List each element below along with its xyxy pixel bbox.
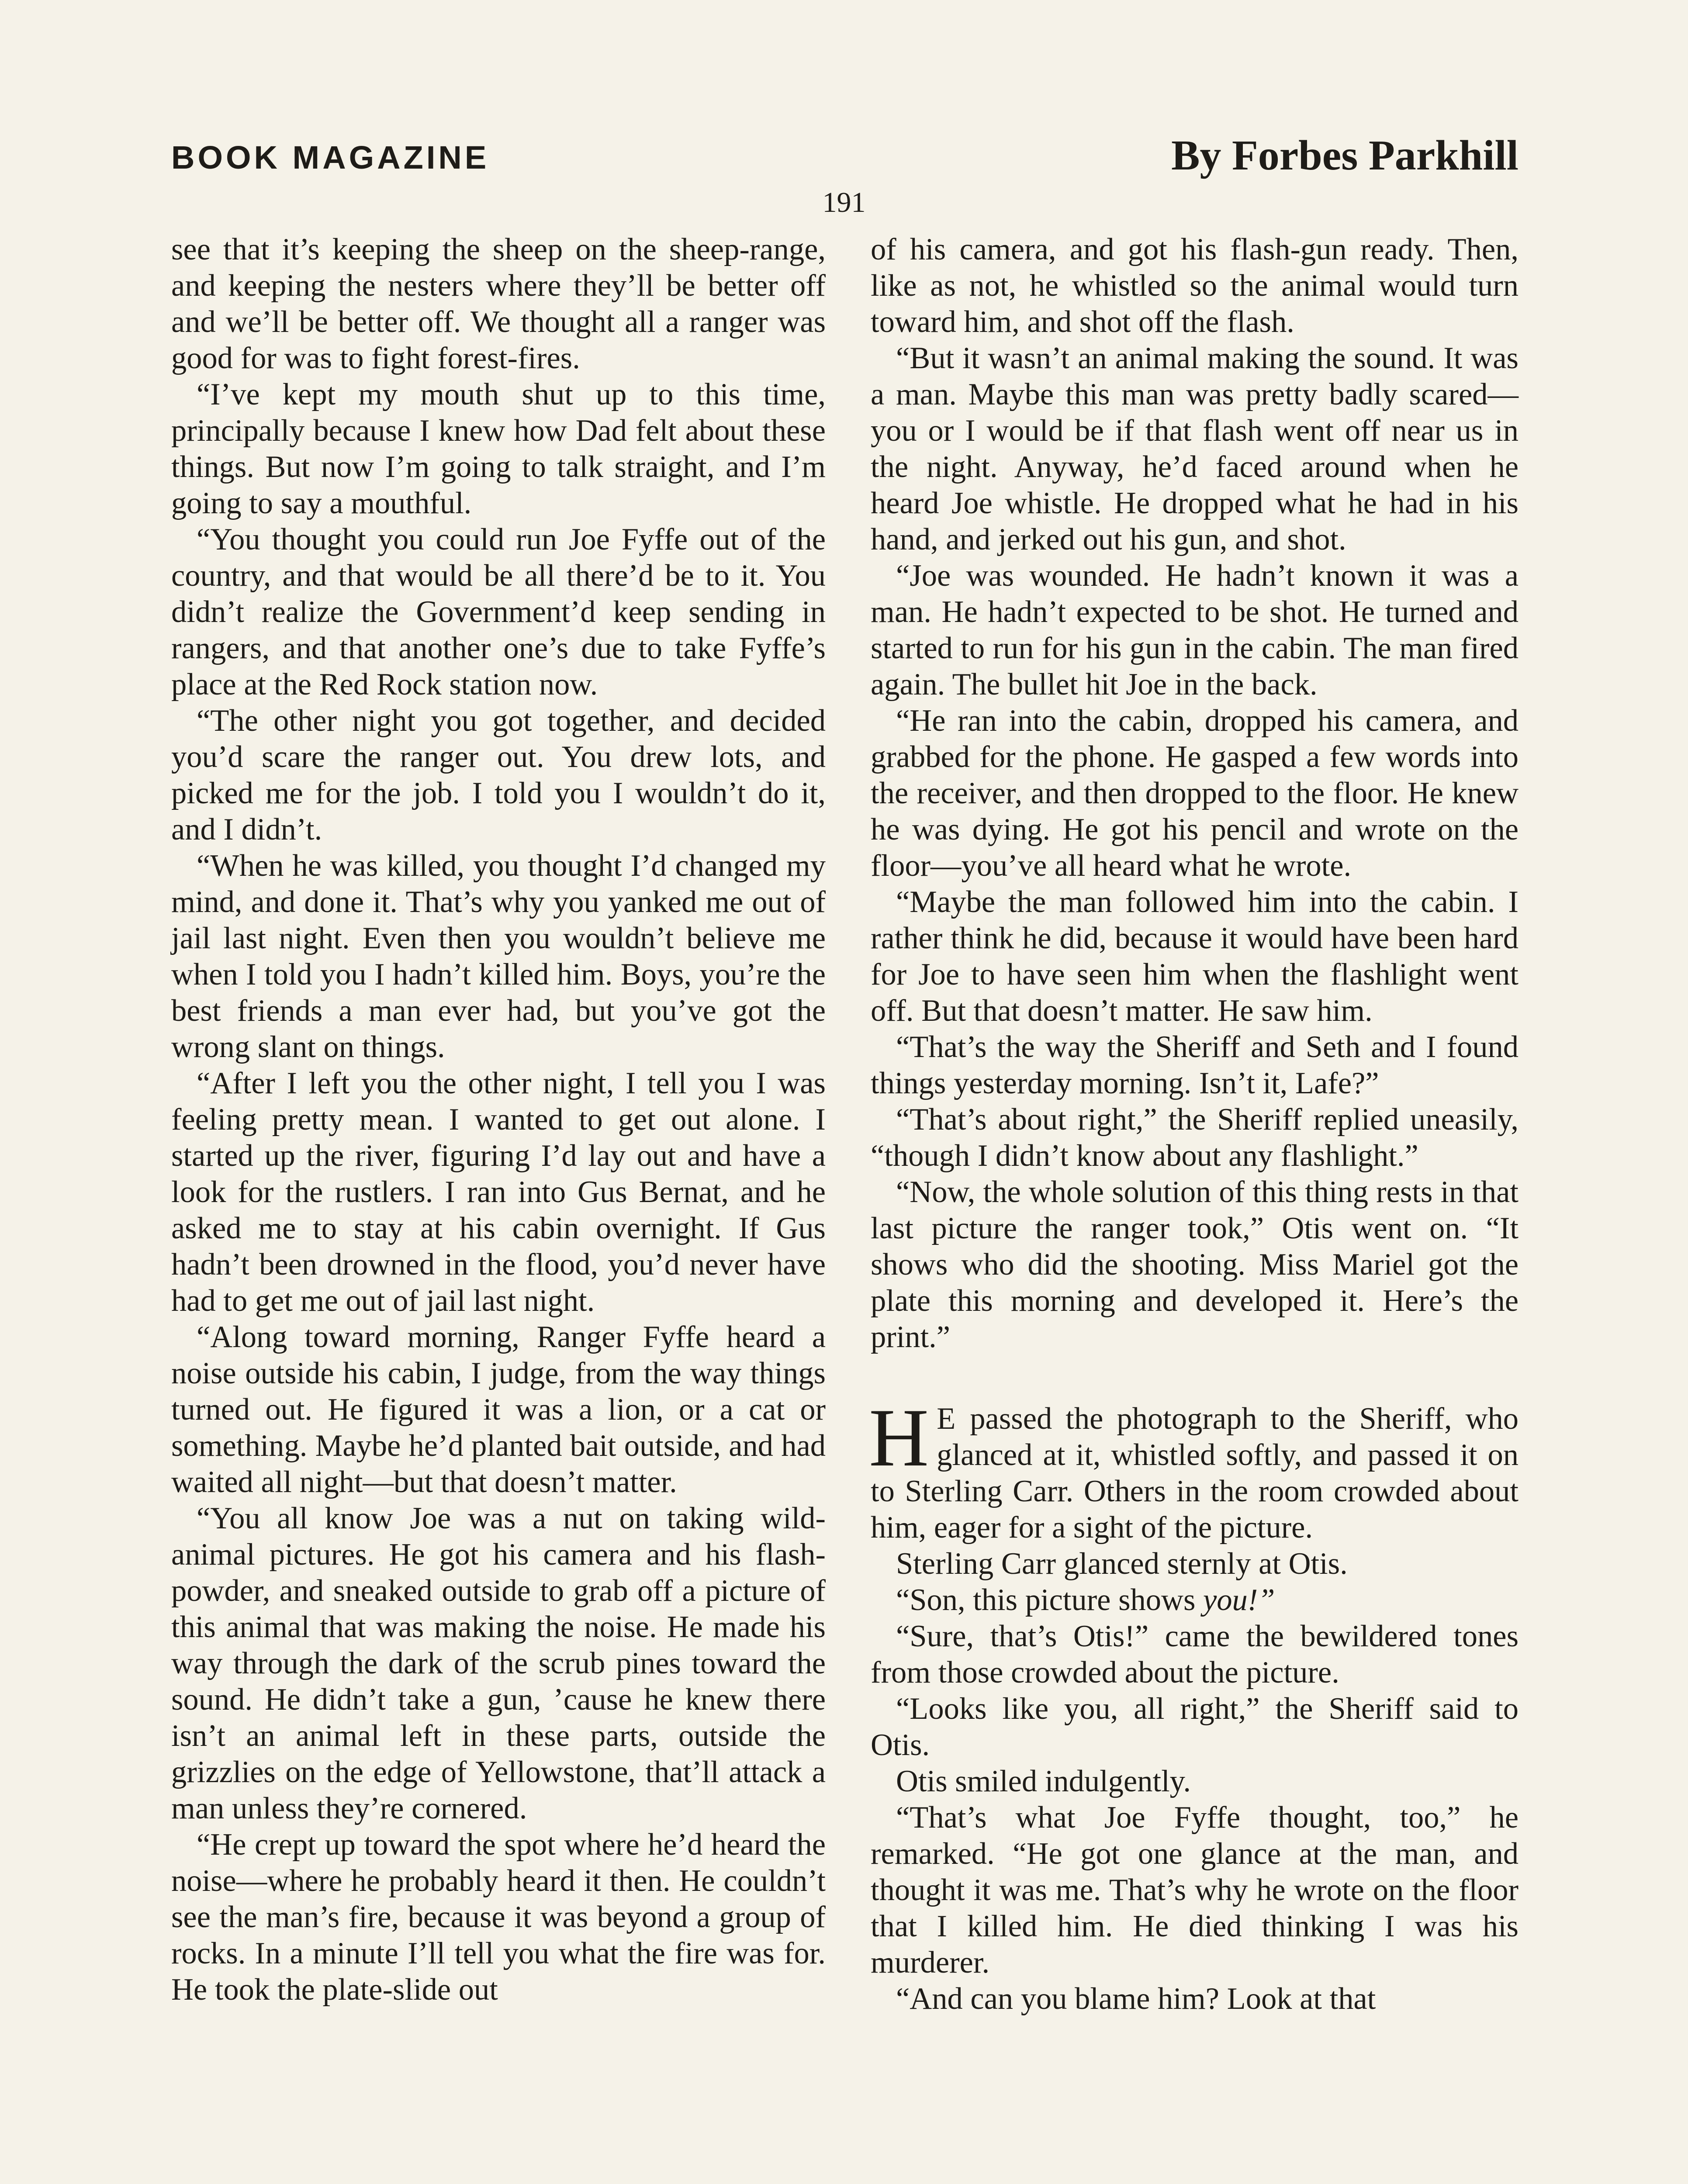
paragraph: “Sure, that’s Otis!” came the bewildered tones from those crowded about the picture. (871, 1619, 1519, 1690)
paragraph: “I’ve kept my mouth shut up to this time, principally because I knew how Dad felt about these things. But now I’m going to talk straight, and I’m going to say a mouthful. (171, 377, 826, 520)
paragraph: “You all know Joe was a nut on taking wild-animal pictures. He got his camera and his flash-powder, and sneaked outside to grab off a picture of this animal that was making the noise. He made his way through the dark of the scrub pines toward the sound. He didn’t take a gun, ’cause he knew there isn’t an animal left in these parts, outside the grizzlies on the edge of Yellowstone, that’ll attack a man unless they’re cornered. (171, 1501, 826, 1825)
paragraph: “When he was killed, you thought I’d changed my mind, and done it. That’s why you yanked me out of jail last night. Even then you wouldn’t believe me when I told you I hadn’t killed him. Boys, you’re the best friends a man ever had, but you’ve got the wrong slant on things. (171, 849, 826, 1064)
drop-cap: H (869, 1392, 929, 1484)
paragraph: “You thought you could run Joe Fyffe out of the country, and that would be all there’d be to it. You didn’t realize the Government’d keep sending in rangers, and that another one’s due to take Fyffe’s place at the Red Rock station now. (171, 522, 826, 702)
paragraph: see that it’s keeping the sheep on the sheep-range, and keeping the nesters where they’ll be better off and we’ll be better off. We thought all a ranger was good for was to fight forest-fires. (171, 232, 826, 375)
magazine-title: BOOK MAGAZINE (171, 139, 490, 176)
paragraph-text: “Son, this picture shows (896, 1583, 1204, 1617)
page-number: 191 (822, 187, 866, 218)
paragraph: “That’s about right,” the Sheriff replied uneasily, “though I didn’t know about any flashlight.” (871, 1102, 1519, 1173)
paragraph: “He ran into the cabin, dropped his camera, and grabbed for the phone. He gasped a few words into the receiver, and then dropped to the floor. He knew he was dying. He got his pencil and wrote on the floor—you’ve all heard what he wrote. (871, 704, 1519, 883)
paragraph: “Maybe the man followed him into the cabin. I rather think he did, because it would have been hard for Joe to have seen him when the flashlight went off. But that doesn’t matter. He saw him. (871, 885, 1519, 1028)
paragraph (871, 1582, 1519, 1618)
paragraph-text: passed the photograph to the Sheriff, who glanced at it, whistled softly, and passed it on to Sterling Carr. Others in the room crowded about him, eager for a sight of the picture. (871, 1402, 1519, 1545)
italic-text: you!” (1203, 1583, 1275, 1617)
paragraph: “The other night you got together, and decided you’d scare the ranger out. You drew lots, and picked me for the job. I told you I wouldn’t do it, and I didn’t. (171, 704, 826, 847)
right-column (871, 232, 1519, 2184)
paragraph: “And can you blame him? Look at that (896, 1982, 1376, 2016)
paragraph: “Now, the whole solution of this thing rests in that last picture the ranger took,” Otis went on. “It shows who did the shooting. Miss Mariel got the plate this morning and developed it. Here’s the print.” (871, 1175, 1519, 1354)
paragraph: “Joe was wounded. He hadn’t known it was a man. He hadn’t expected to be shot. He turned and started to run for his gun in the cabin. The man fired again. The bullet hit Joe in the back. (871, 559, 1519, 702)
paragraph: Otis smiled indulgently. (896, 1764, 1191, 1798)
paragraph: “That’s the way the Sheriff and Seth and I found things yesterday morning. Isn’t it, Lafe?” (871, 1030, 1519, 1100)
page-header (171, 131, 1519, 188)
paragraph: “Looks like you, all right,” the Sheriff said to Otis. (871, 1692, 1519, 1762)
left-column (171, 232, 826, 2184)
paragraph: Sterling Carr glanced sternly at Otis. (896, 1547, 1348, 1581)
paragraph: “Along toward morning, Ranger Fyffe heard a noise outside his cabin, I judge, from the way things turned out. He figured it was a lion, or a cat or something. Maybe he’d planted bait outside, and had waited all night—but that doesn’t matter. (171, 1320, 826, 1499)
paragraph: “That’s what Joe Fyffe thought, too,” he remarked. “He got one glance at the man, and thought it was me. That’s why he wrote on the floor that I killed him. He died thinking I was his murderer. (871, 1800, 1519, 1980)
paragraph: of his camera, and got his flash-gun ready. Then, like as not, he whistled so the animal would turn toward him, and shot off the flash. (871, 232, 1519, 339)
paragraph: “After I left you the other night, I tell you I was feeling pretty mean. I wanted to get out alone. I started up the river, figuring I’d lay out and have a look for the rustlers. I ran into Gus Bernat, and he asked me to stay at his cabin overnight. If Gus hadn’t been drowned in the flood, you’d never have had to get me out of jail last night. (171, 1066, 826, 1318)
small-caps-lead: E (937, 1402, 957, 1436)
paragraph: “But it wasn’t an animal making the sound. It was a man. Maybe this man was pretty badly scared—you or I would be if that flash went off near us in the night. Anyway, he’d faced around when he heard Joe whistle. He dropped what he had in his hand, and jerked out his gun, and shot. (871, 341, 1519, 556)
author-byline: By Forbes Parkhill (1171, 132, 1519, 179)
section-opening-paragraph (869, 1392, 1519, 1546)
paragraph: “He crept up toward the spot where he’d heard the noise—where he probably heard it then. He couldn’t see the man’s fire, because it was beyond a group of rocks. In a minute I’ll tell you what the fire was for. He took the plate-slide out (171, 1828, 826, 2007)
